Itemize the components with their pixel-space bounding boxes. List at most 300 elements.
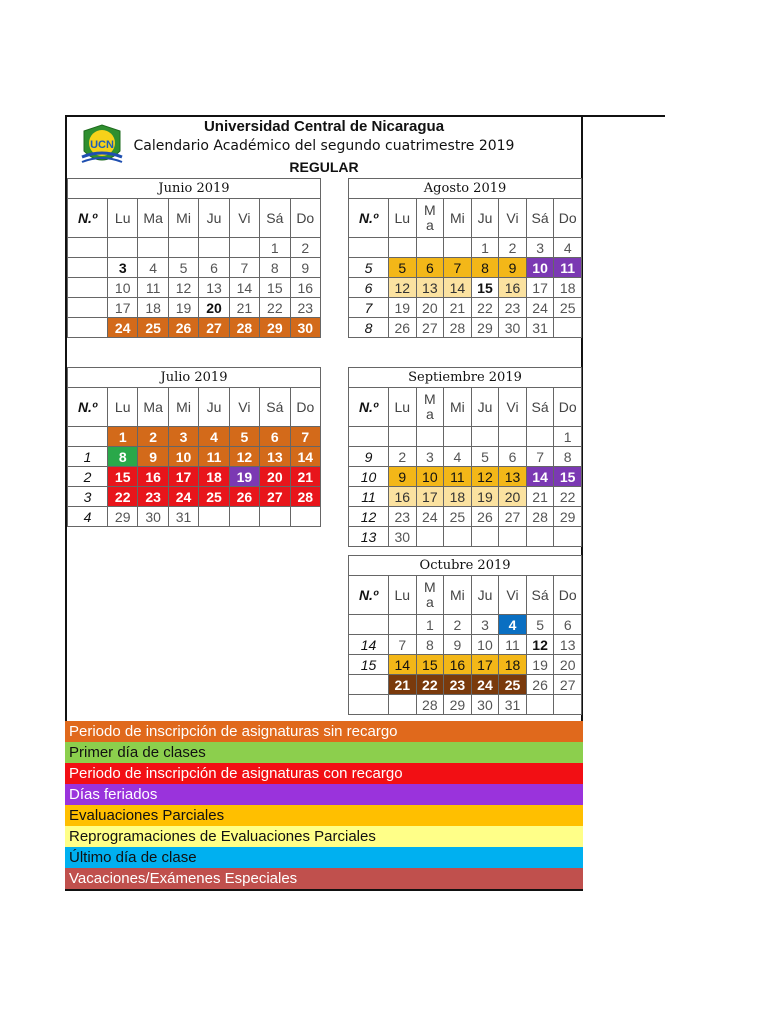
- legend-row: [65, 805, 583, 826]
- day-cell: 14: [229, 278, 259, 298]
- day-cell: 8: [416, 635, 444, 655]
- day-cell: 18: [199, 467, 229, 487]
- day-cell: 10: [526, 258, 554, 278]
- empty-cell: [526, 695, 554, 715]
- week-number: [68, 238, 108, 258]
- weekday-header: Ju: [199, 199, 229, 238]
- day-cell: 6: [199, 258, 229, 278]
- week-number: 2: [68, 467, 108, 487]
- day-cell: 21: [290, 467, 321, 487]
- empty-cell: [260, 507, 290, 527]
- weekday-header: Vi: [499, 199, 527, 238]
- day-cell: 13: [416, 278, 444, 298]
- empty-cell: [138, 238, 168, 258]
- day-cell: 16: [389, 487, 417, 507]
- day-cell: 20: [260, 467, 290, 487]
- empty-cell: [416, 527, 444, 547]
- weekday-header: Do: [290, 199, 320, 238]
- week-number: [68, 318, 108, 338]
- day-cell: 8: [554, 447, 582, 467]
- empty-cell: [389, 695, 417, 715]
- day-cell: 3: [416, 447, 444, 467]
- empty-cell: [554, 695, 582, 715]
- day-cell: 20: [554, 655, 582, 675]
- empty-cell: [389, 238, 417, 258]
- empty-cell: [444, 238, 472, 258]
- empty-cell: [389, 615, 417, 635]
- day-cell: 2: [138, 427, 168, 447]
- day-cell: 22: [108, 487, 138, 507]
- day-cell: 12: [229, 447, 259, 467]
- day-cell: 1: [260, 238, 290, 258]
- day-cell: 20: [416, 298, 444, 318]
- week-number: [68, 258, 108, 278]
- week-row: [349, 655, 582, 675]
- week-row: [68, 507, 321, 527]
- day-cell: 13: [554, 635, 582, 655]
- weekday-header: Vi: [499, 576, 527, 615]
- day-cell: 28: [444, 318, 472, 338]
- day-cell: 7: [526, 447, 554, 467]
- day-cell: 2: [444, 615, 472, 635]
- week-number: 6: [349, 278, 389, 298]
- weekday-header: Lu: [389, 199, 417, 238]
- day-cell: 9: [138, 447, 168, 467]
- day-cell: 24: [168, 487, 198, 507]
- weekday-header-label: M a: [424, 579, 436, 610]
- day-cell: 27: [499, 507, 527, 527]
- week-row: [68, 487, 321, 507]
- day-cell: 7: [290, 427, 321, 447]
- day-cell: 31: [168, 507, 198, 527]
- month-junio: [67, 178, 321, 338]
- empty-cell: [554, 318, 582, 338]
- day-cell: 24: [526, 298, 554, 318]
- empty-cell: [229, 507, 259, 527]
- day-cell: 28: [229, 318, 259, 338]
- day-cell: 3: [108, 258, 138, 278]
- day-cell: 23: [389, 507, 417, 527]
- legend-label: Reprogramaciones de Evaluaciones Parciales: [69, 828, 376, 845]
- legend-row: [65, 763, 583, 784]
- day-cell: 27: [199, 318, 229, 338]
- day-cell: 11: [199, 447, 229, 467]
- weekday-header: Mi: [444, 388, 472, 427]
- day-cell: 1: [108, 427, 138, 447]
- week-number: [349, 675, 389, 695]
- weekday-header: Vi: [229, 388, 259, 427]
- day-cell: 6: [416, 258, 444, 278]
- week-number: 7: [349, 298, 389, 318]
- weekday-header: Mi: [444, 576, 472, 615]
- legend-label: Vacaciones/Exámenes Especiales: [69, 870, 298, 887]
- weekday-header: Ma: [138, 199, 168, 238]
- weekday-header-label: M a: [424, 202, 436, 233]
- legend-label: Último día de clase: [69, 849, 197, 866]
- day-cell: 1: [471, 238, 499, 258]
- week-number: 5: [349, 258, 389, 278]
- week-row: [68, 298, 321, 318]
- day-cell: 19: [389, 298, 417, 318]
- weekday-header: [416, 199, 444, 238]
- week-row: [349, 238, 582, 258]
- day-cell: 26: [471, 507, 499, 527]
- weekday-header: Ju: [471, 199, 499, 238]
- day-cell: 28: [526, 507, 554, 527]
- calendar-mode: REGULAR: [289, 159, 359, 175]
- day-cell: 30: [471, 695, 499, 715]
- week-row: [349, 258, 582, 278]
- ucn-logo: [76, 121, 128, 173]
- legend-row: [65, 847, 583, 868]
- weekday-header: Lu: [389, 576, 417, 615]
- week-number: [68, 278, 108, 298]
- weekday-header: Do: [554, 576, 582, 615]
- empty-cell: [471, 527, 499, 547]
- week-row: [68, 278, 321, 298]
- week-row: [349, 615, 582, 635]
- week-number: 8: [349, 318, 389, 338]
- day-cell: 10: [416, 467, 444, 487]
- day-cell: 23: [290, 298, 320, 318]
- week-number-header: N.º: [349, 199, 389, 238]
- university-name: Universidad Central de Nicaragua: [203, 118, 445, 135]
- weekday-header: Sá: [260, 199, 290, 238]
- week-number-header: N.º: [349, 576, 389, 615]
- weekday-header: Ju: [471, 576, 499, 615]
- day-cell: 18: [499, 655, 527, 675]
- week-number: 1: [68, 447, 108, 467]
- day-cell: 29: [554, 507, 582, 527]
- day-cell: 24: [471, 675, 499, 695]
- month-agosto: [348, 178, 582, 338]
- day-cell: 14: [444, 278, 472, 298]
- week-number: 9: [349, 447, 389, 467]
- day-cell: 12: [526, 635, 554, 655]
- month-title: Agosto 2019: [349, 179, 582, 199]
- day-cell: 5: [471, 447, 499, 467]
- week-row: [68, 427, 321, 447]
- logo-text: UCN: [90, 139, 114, 151]
- legend-label: Evaluaciones Parciales: [69, 807, 225, 824]
- day-cell: 29: [444, 695, 472, 715]
- day-cell: 6: [260, 427, 290, 447]
- week-number: [68, 298, 108, 318]
- week-row: [68, 238, 321, 258]
- day-cell: 17: [526, 278, 554, 298]
- week-row: [349, 427, 582, 447]
- week-number: 13: [349, 527, 389, 547]
- day-cell: 16: [138, 467, 168, 487]
- week-row: [68, 258, 321, 278]
- week-number: [349, 615, 389, 635]
- legend-row: [65, 784, 583, 805]
- weekday-header: Mi: [168, 199, 198, 238]
- day-cell: 16: [444, 655, 472, 675]
- top-rule: [583, 115, 665, 117]
- week-row: [349, 447, 582, 467]
- day-cell: 29: [471, 318, 499, 338]
- legend-label: Periodo de inscripción de asignaturas sin recargo: [69, 723, 398, 740]
- weekday-header: Lu: [389, 388, 417, 427]
- day-cell: 7: [229, 258, 259, 278]
- legend-row: [65, 742, 583, 763]
- day-cell: 24: [108, 318, 138, 338]
- calendar-subtitle: Calendario Académico del segundo cuatrimestre 2019: [133, 138, 515, 154]
- day-cell: 31: [526, 318, 554, 338]
- day-cell: 5: [526, 615, 554, 635]
- day-cell: 4: [499, 615, 527, 635]
- day-cell: 30: [138, 507, 168, 527]
- empty-cell: [526, 427, 554, 447]
- week-row: [349, 635, 582, 655]
- day-cell: 14: [526, 467, 554, 487]
- empty-cell: [471, 427, 499, 447]
- day-cell: 16: [499, 278, 527, 298]
- day-cell: 23: [444, 675, 472, 695]
- day-cell: 17: [471, 655, 499, 675]
- weekday-header: Do: [554, 199, 582, 238]
- day-cell: 6: [554, 615, 582, 635]
- day-cell: 3: [471, 615, 499, 635]
- week-row: [349, 527, 582, 547]
- day-cell: 22: [554, 487, 582, 507]
- day-cell: 21: [229, 298, 259, 318]
- day-cell: 19: [471, 487, 499, 507]
- weekday-header: Lu: [108, 199, 138, 238]
- week-number: [349, 695, 389, 715]
- day-cell: 22: [416, 675, 444, 695]
- day-cell: 9: [499, 258, 527, 278]
- week-number-header: N.º: [349, 388, 389, 427]
- day-cell: 21: [526, 487, 554, 507]
- day-cell: 30: [290, 318, 320, 338]
- day-cell: 8: [471, 258, 499, 278]
- day-cell: 15: [416, 655, 444, 675]
- month-julio: [67, 367, 321, 527]
- day-cell: 9: [444, 635, 472, 655]
- legend-label: Periodo de inscripción de asignaturas con recargo: [69, 765, 403, 782]
- month-septiembre: [348, 367, 582, 547]
- day-cell: 7: [389, 635, 417, 655]
- day-cell: 31: [499, 695, 527, 715]
- day-cell: 14: [389, 655, 417, 675]
- week-number: 10: [349, 467, 389, 487]
- day-cell: 26: [389, 318, 417, 338]
- day-cell: 26: [168, 318, 198, 338]
- legend-label: Primer día de clases: [69, 744, 206, 761]
- empty-cell: [108, 238, 138, 258]
- week-row: [349, 507, 582, 527]
- day-cell: 5: [229, 427, 259, 447]
- day-cell: 2: [290, 238, 320, 258]
- day-cell: 26: [229, 487, 259, 507]
- week-number-header: N.º: [68, 388, 108, 427]
- week-row: [349, 467, 582, 487]
- weekday-header: Lu: [108, 388, 138, 427]
- day-cell: 13: [499, 467, 527, 487]
- day-cell: 15: [108, 467, 138, 487]
- day-cell: 11: [499, 635, 527, 655]
- day-cell: 10: [471, 635, 499, 655]
- weekday-header-label: M a: [424, 391, 436, 422]
- day-cell: 28: [290, 487, 321, 507]
- weekday-header: Sá: [260, 388, 290, 427]
- day-cell: 27: [260, 487, 290, 507]
- legend-row: [65, 721, 583, 742]
- empty-cell: [444, 527, 472, 547]
- week-number: 15: [349, 655, 389, 675]
- week-number: [349, 427, 389, 447]
- day-cell: 21: [444, 298, 472, 318]
- day-cell: 28: [416, 695, 444, 715]
- week-number: 11: [349, 487, 389, 507]
- week-number: 3: [68, 487, 108, 507]
- day-cell: 3: [168, 427, 198, 447]
- day-cell: 12: [471, 467, 499, 487]
- day-cell: 22: [471, 298, 499, 318]
- day-cell: 23: [138, 487, 168, 507]
- day-cell: 5: [389, 258, 417, 278]
- day-cell: 9: [290, 258, 320, 278]
- day-cell: 27: [554, 675, 582, 695]
- day-cell: 19: [168, 298, 198, 318]
- day-cell: 4: [138, 258, 168, 278]
- weekday-header: Ju: [199, 388, 229, 427]
- day-cell: 30: [499, 318, 527, 338]
- weekday-header: Mi: [444, 199, 472, 238]
- day-cell: 14: [290, 447, 321, 467]
- day-cell: 17: [108, 298, 138, 318]
- legend-row: [65, 868, 583, 889]
- day-cell: 2: [499, 238, 527, 258]
- day-cell: 26: [526, 675, 554, 695]
- day-cell: 17: [416, 487, 444, 507]
- weekday-header: Sá: [526, 199, 554, 238]
- week-number: [349, 238, 389, 258]
- week-number: 14: [349, 635, 389, 655]
- week-number: 4: [68, 507, 108, 527]
- weekday-header: Ju: [471, 388, 499, 427]
- day-cell: 7: [444, 258, 472, 278]
- day-cell: 13: [260, 447, 290, 467]
- empty-cell: [199, 507, 229, 527]
- day-cell: 10: [108, 278, 138, 298]
- day-cell: 13: [199, 278, 229, 298]
- day-cell: 22: [260, 298, 290, 318]
- day-cell: 1: [554, 427, 582, 447]
- day-cell: 12: [389, 278, 417, 298]
- legend-row: [65, 826, 583, 847]
- day-cell: 25: [554, 298, 582, 318]
- day-cell: 27: [416, 318, 444, 338]
- day-cell: 29: [108, 507, 138, 527]
- weekday-header: Ma: [138, 388, 168, 427]
- day-cell: 18: [138, 298, 168, 318]
- month-title: Septiembre 2019: [349, 368, 582, 388]
- day-cell: 25: [499, 675, 527, 695]
- day-cell: 16: [290, 278, 320, 298]
- day-cell: 3: [526, 238, 554, 258]
- week-number: [68, 427, 108, 447]
- day-cell: 11: [444, 467, 472, 487]
- day-cell: 24: [416, 507, 444, 527]
- empty-cell: [416, 238, 444, 258]
- day-cell: 20: [199, 298, 229, 318]
- weekday-header: Mi: [168, 388, 198, 427]
- day-cell: 17: [168, 467, 198, 487]
- day-cell: 6: [499, 447, 527, 467]
- day-cell: 18: [444, 487, 472, 507]
- week-number-header: N.º: [68, 199, 108, 238]
- month-title: Octubre 2019: [349, 556, 582, 576]
- day-cell: 8: [260, 258, 290, 278]
- empty-cell: [444, 427, 472, 447]
- month-title: Junio 2019: [68, 179, 321, 199]
- day-cell: 9: [389, 467, 417, 487]
- empty-cell: [416, 427, 444, 447]
- empty-cell: [554, 527, 582, 547]
- day-cell: 12: [168, 278, 198, 298]
- week-row: [349, 298, 582, 318]
- week-row: [349, 695, 582, 715]
- week-row: [68, 318, 321, 338]
- week-row: [349, 675, 582, 695]
- weekday-header: [416, 576, 444, 615]
- weekday-header: [416, 388, 444, 427]
- empty-cell: [389, 427, 417, 447]
- day-cell: 30: [389, 527, 417, 547]
- day-cell: 25: [444, 507, 472, 527]
- weekday-header: Sá: [526, 388, 554, 427]
- day-cell: 11: [554, 258, 582, 278]
- empty-cell: [499, 527, 527, 547]
- day-cell: 5: [168, 258, 198, 278]
- month-title: Julio 2019: [68, 368, 321, 388]
- day-cell: 10: [168, 447, 198, 467]
- day-cell: 1: [416, 615, 444, 635]
- week-row: [68, 447, 321, 467]
- weekday-header: Do: [554, 388, 582, 427]
- week-row: [349, 487, 582, 507]
- empty-cell: [290, 507, 321, 527]
- empty-cell: [526, 527, 554, 547]
- empty-cell: [168, 238, 198, 258]
- empty-cell: [499, 427, 527, 447]
- weekday-header: Vi: [229, 199, 259, 238]
- day-cell: 25: [199, 487, 229, 507]
- day-cell: 11: [138, 278, 168, 298]
- day-cell: 18: [554, 278, 582, 298]
- legend-label: Días feriados: [69, 786, 158, 803]
- empty-cell: [199, 238, 229, 258]
- day-cell: 20: [499, 487, 527, 507]
- day-cell: 15: [260, 278, 290, 298]
- week-row: [349, 278, 582, 298]
- day-cell: 4: [444, 447, 472, 467]
- day-cell: 15: [554, 467, 582, 487]
- day-cell: 19: [229, 467, 259, 487]
- weekday-header: Vi: [499, 388, 527, 427]
- day-cell: 8: [108, 447, 138, 467]
- day-cell: 23: [499, 298, 527, 318]
- day-cell: 21: [389, 675, 417, 695]
- legend: [65, 721, 583, 889]
- day-cell: 29: [260, 318, 290, 338]
- weekday-header: Sá: [526, 576, 554, 615]
- month-octubre: [348, 555, 582, 715]
- day-cell: 25: [138, 318, 168, 338]
